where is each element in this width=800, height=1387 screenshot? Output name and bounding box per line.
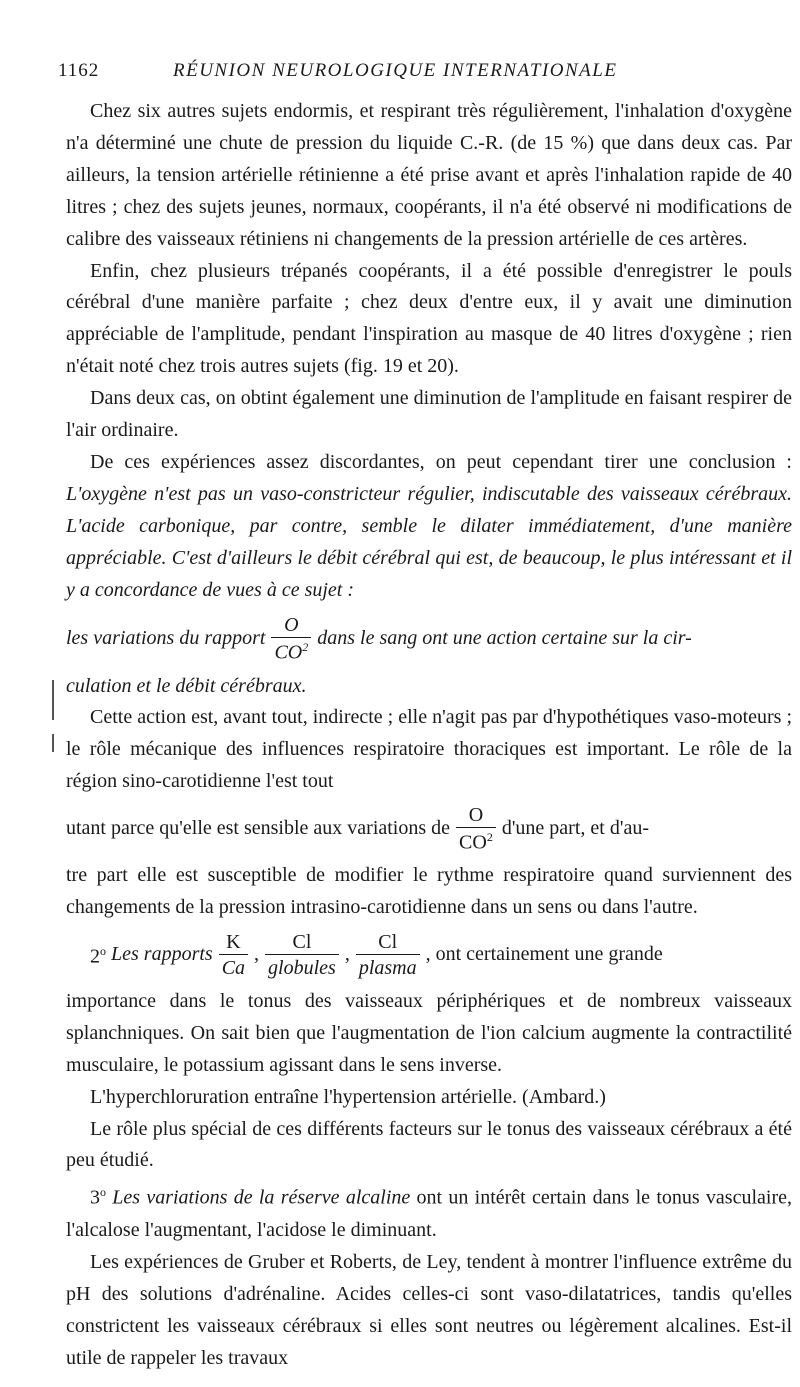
paragraph: culation et le débit cérébraux.: [66, 674, 307, 697]
paragraph: Les expériences de Gruber et Roberts, de Ley, tendent à montrer l'influence extrême du pH des solutions d'adrénaline. Acides celles-ci sont vaso-dilatatrices, tandis qu'elles constrictent les vaisseaux cérébraux si elles sont neutres ou légèrement alcalines. Est-il utile de rappeler les travaux: [66, 1250, 792, 1369]
body-text: [66, 96, 792, 1374]
paragraph: importance dans le tonus des vaisseaux périphériques et de nombreux vaisseaux splanchniques. On sait bien que l'augmentation de l'ion calcium augmente la contractilité musculaire, le potassium agissant dans le sens inverse.: [66, 989, 792, 1076]
equation-line: [66, 609, 792, 669]
fraction-numerator: O: [284, 613, 299, 636]
list-number: 2$^o$: [90, 944, 106, 968]
equation-text-after: ont certainement une grande: [435, 942, 663, 965]
paragraph: tre part elle est susceptible de modifier le rythme respiratoire quand surviennent des changements de la pression intrasino-carotidienne dans un sens ou dans l'autre.: [66, 864, 792, 919]
equation-text-after: d'une part, et d'au-: [501, 817, 649, 840]
paragraph: [66, 447, 792, 607]
paragraph: Chez six autres sujets endormis, et respirant très régulièrement, l'inhalation d'oxygène n'a déterminé une chute de pression du liquide C.-R. (de 15 %) que dans deux cas. Par ailleurs, la tension artérielle rétinienne a été prise avant et après l'inhalation rapide de 40 litres ; chez des sujets jeunes, normaux, coopérants, il n'a été observé ni modifications de calibre des vaisseaux rétiniens ni changements de la pression artérielle de ces artères.: [66, 100, 792, 250]
fraction-denominator: $CO^2$: [456, 827, 496, 853]
fraction-o-co2: [456, 805, 496, 853]
running-header: [58, 60, 788, 90]
paragraph: Dans deux cas, on obtint également une diminution de l'amplitude en faisant respirer de l'air ordinaire.: [66, 387, 792, 442]
fraction-numerator: O: [468, 804, 484, 827]
equation-text-before: les variations du rapport: [66, 626, 266, 649]
margin-mark: [52, 680, 54, 720]
paragraph-text: De ces expériences assez discordantes, on peut cependant tirer une conclusion :: [90, 450, 792, 473]
fraction-cl-globules: $\frac{Cl}{\text{globules}}$: [265, 932, 339, 978]
paragraph: Enfin, chez plusieurs trépanés coopérants, il a été possible d'enregistrer le pouls cérébral d'une manière parfaite ; chez deux d'entre eux, il y avait une diminution appréciable de l'amplitude, pendant l'inspiration au masque de 40 litres d'oxygène ; rien n'était noté chez trois autres sujets (fig. 19 et 20).: [66, 259, 792, 378]
paragraph: L'hyperchloruration entraîne l'hypertension artérielle. (Ambard.): [90, 1085, 606, 1108]
equation-line: [66, 800, 792, 858]
margin-mark: [52, 734, 54, 752]
paragraph: Le rôle plus spécial de ces différents facteurs sur le tonus des vaisseaux cérébraux a été peu étudié.: [66, 1117, 792, 1172]
paragraph: 3$^o$ Les variations de la réserve alcaline ont un intérêt certain dans le tonus vasculaire, l'alcalose l'augmentant, l'acidose le diminuant.: [66, 1185, 792, 1241]
running-title: RÉUNION NEUROLOGIQUE INTERNATIONALE: [173, 60, 618, 81]
fraction-o-co2: [271, 615, 311, 663]
equation-text-before: utant parce qu'elle est sensible aux variations de: [66, 817, 451, 840]
fraction-cl-plasma: $\frac{Cl}{\text{plasma}}$: [356, 932, 420, 978]
equation-line: 2$^o$ Les rapports $\frac{K}{Ca}$ , $\frac{Cl}{\text{globules}}$ , $\frac{Cl}{\text{plasma}}$ , ont certainement une grande: [90, 930, 663, 979]
equation-text-before: Les rapports: [111, 942, 213, 965]
fraction-denominator: $CO^2$: [271, 637, 311, 663]
paragraph: Cette action est, avant tout, indirecte ; elle n'agit pas par d'hypothétiques vaso-moteurs ; le rôle mécanique des influences respiratoire thoraciques est important. Le rôle de la région sino-carotidienne l'est tout: [66, 706, 793, 793]
page-number: 1162: [58, 60, 100, 81]
equation-text-after: dans le sang ont une action certaine sur la cir-: [317, 626, 692, 649]
italic-heading: Les variations de la réserve alcaline: [112, 1187, 411, 1210]
fraction-k-ca: $\frac{K}{Ca}$: [219, 932, 248, 978]
italic-conclusion: L'oxygène n'est pas un vaso-constricteur régulier, indiscutable des vaisseaux cérébraux. L'acide carbonique, par contre, semble le dilater immédiatement, d'une manière appréciable. C'est d'ailleurs le débit cérébral qui est, de beaucoup, le plus intéressant et il y a concordance de vues à ce sujet :: [66, 482, 792, 601]
